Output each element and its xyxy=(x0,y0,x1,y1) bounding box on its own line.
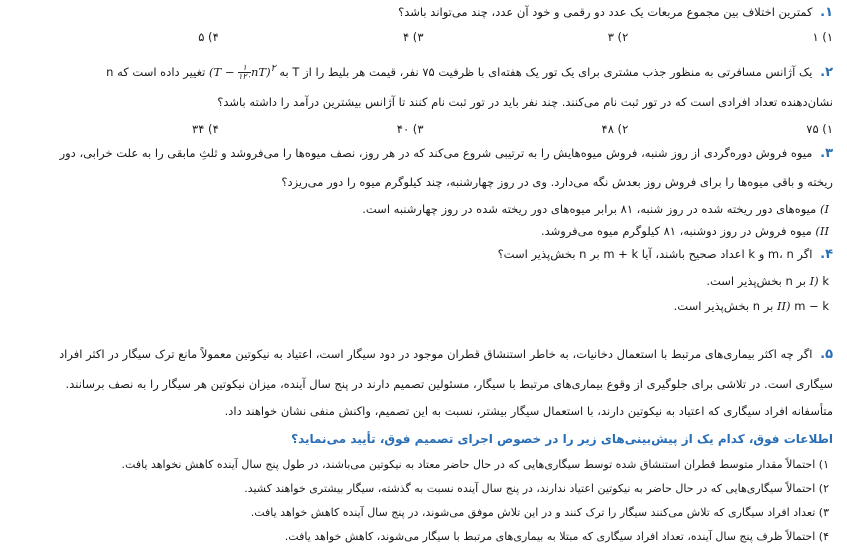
statement-1 xyxy=(14,202,829,216)
option-3[interactable]: ۳) ۴۰ xyxy=(396,122,424,136)
question-prompt: اطلاعات فوق، کدام یک از پیش‌بینی‌های زیر را در خصوص اجرای تصمیم فوق، تأیید می‌نماید؟ xyxy=(291,432,833,446)
question-3-line-2: ریخته و باقی میوه‌ها را برای فروش روز بعدش نگه می‌دارد. وی در روز چهارشنبه، چند کیلوگرم میوه را دور می‌ریزد؟ xyxy=(281,175,833,189)
question-text-part-b: تغییر داده است که n xyxy=(106,64,206,79)
statement-1 xyxy=(14,274,829,288)
option-2[interactable]: ۲) احتمالاً سیگاری‌هایی که در حال حاضر به نیکوتین اعتیاد ندارند، در پنج سال آینده نسبت به گذشته، سیگار بیشتری خواهند کشید. xyxy=(244,482,829,495)
option-3[interactable]: ۳) ۴ xyxy=(402,30,424,44)
question-2-options xyxy=(14,122,833,136)
option-4[interactable]: ۴) احتمالاً ظرف پنج سال آینده، تعداد افراد سیگاری که مبتلا به بیماری‌های مرتبط با سیگار می‌شوند، کاهش خواهد یافت. xyxy=(284,530,829,543)
statement-label: II) xyxy=(815,224,829,238)
passage-line-2: سیگاری است. در تلاشی برای جلوگیری از وقوع بیماری‌های مرتبط با سیگار، مسئولین تصمیم دارند در پنج سال آینده، میزان نیکوتین هر سیگار را به نصف برسانند. xyxy=(65,377,833,391)
question-4 xyxy=(14,246,833,263)
question-number: ۳. xyxy=(820,146,833,161)
option-2[interactable]: ۲) ۴۸ xyxy=(601,122,629,136)
question-3 xyxy=(14,145,833,162)
question-number: ۱. xyxy=(820,5,833,20)
question-text: میوه فروش دوره‌گردی از روز شنبه، فروش میوه‌هایش را به ترتیبی شروع می‌کند که در هر روز، نصف میوه‌ها را می‌فروشد و ثلثِ مابقی را به علت خرابی، دور xyxy=(59,146,813,160)
question-number: ۲. xyxy=(820,64,833,80)
question-2-line-2: نشان‌دهنده تعداد افرادی است که در تور ثبت نام می‌کنند. چند نفر باید در تور ثبت نام کنند تا آژانس بیشترین درآمد را داشته باشد؟ xyxy=(217,95,833,109)
price-formula: (T − $\frac{۱}{۱۲۰}$ nT)$^۲$ xyxy=(209,63,276,82)
statement-label: I) xyxy=(819,202,829,216)
statement-text: میوه‌های دور ریخته شده در روز شنبه، ۸۱ برابر میوه‌های دور ریخته شده در روز چهارشنبه است. xyxy=(362,202,817,216)
passage-line-3: متأسفانه افراد سیگاری که اعتیاد به نیکوتین دارند، با استعمال سیگار بیشتر، نسبت به این تصمیم، واکنش منفی نشان خواهند داد. xyxy=(224,404,833,418)
option-4[interactable]: ۴) ۳۴ xyxy=(192,122,219,136)
question-5 xyxy=(14,346,833,363)
question-2 xyxy=(14,60,833,81)
question-1 xyxy=(14,4,833,21)
question-text: کمترین اختلاف بین مجموع مربعات یک عدد دو رقمی و خود آن عدد، چند می‌تواند باشد؟ xyxy=(398,5,813,19)
statement-label: I) xyxy=(809,274,819,288)
option-2[interactable]: ۲) ۳ xyxy=(607,30,629,44)
question-number: ۵. xyxy=(820,347,833,362)
statement-text: m − k بر n بخش‌پذیر است. xyxy=(673,299,829,313)
question-text-part-a: یک آژانس مسافرتی به منظور جذب مشتری برای یک تور یک هفته‌ای با ظرفیت ۷۵ نفر، قیمت هر بلیط را از T به xyxy=(279,64,813,79)
option-1[interactable]: ۱) ۱ xyxy=(812,30,833,44)
question-1-options xyxy=(14,30,833,44)
option-4[interactable]: ۴) ۵ xyxy=(198,30,219,44)
question-number: ۴. xyxy=(820,247,833,262)
statement-label: II) xyxy=(776,299,791,313)
option-1[interactable]: ۱) ۷۵ xyxy=(806,122,833,136)
statement-2 xyxy=(14,224,829,238)
statement-text: میوه فروش در روز دوشنبه، ۸۱ کیلوگرم میوه می‌فروشد. xyxy=(540,224,812,238)
question-text: اگر m، n و k اعداد صحیح باشند، آیا m + k بر n بخش‌پذیر است؟ xyxy=(497,247,813,261)
option-1[interactable]: ۱) احتمالاً مقدار متوسط قطران استنشاق شده توسط سیگاری‌هایی که در حال حاضر معتاد به نیکوتین می‌باشند، در طول پنج سال آینده کاهش نخواهد یافت. xyxy=(121,458,829,471)
statement-text: k بر n بخش‌پذیر است. xyxy=(706,274,829,288)
passage-line-1: اگر چه اکثر بیماری‌های مرتبط با استعمال دخانیات، به خاطر استنشاق قطران موجود در دود سیگار است، اعتیاد به نیکوتین معمولاً مانع ترک سیگار در اکثر افراد xyxy=(59,347,813,361)
option-3[interactable]: ۳) تعداد افراد سیگاری که تلاش می‌کنند سیگار را ترک کنند و در این تلاش موفق می‌شوند، در پنج سال آینده کاهش خواهد یافت. xyxy=(250,506,829,519)
statement-2 xyxy=(14,299,829,313)
